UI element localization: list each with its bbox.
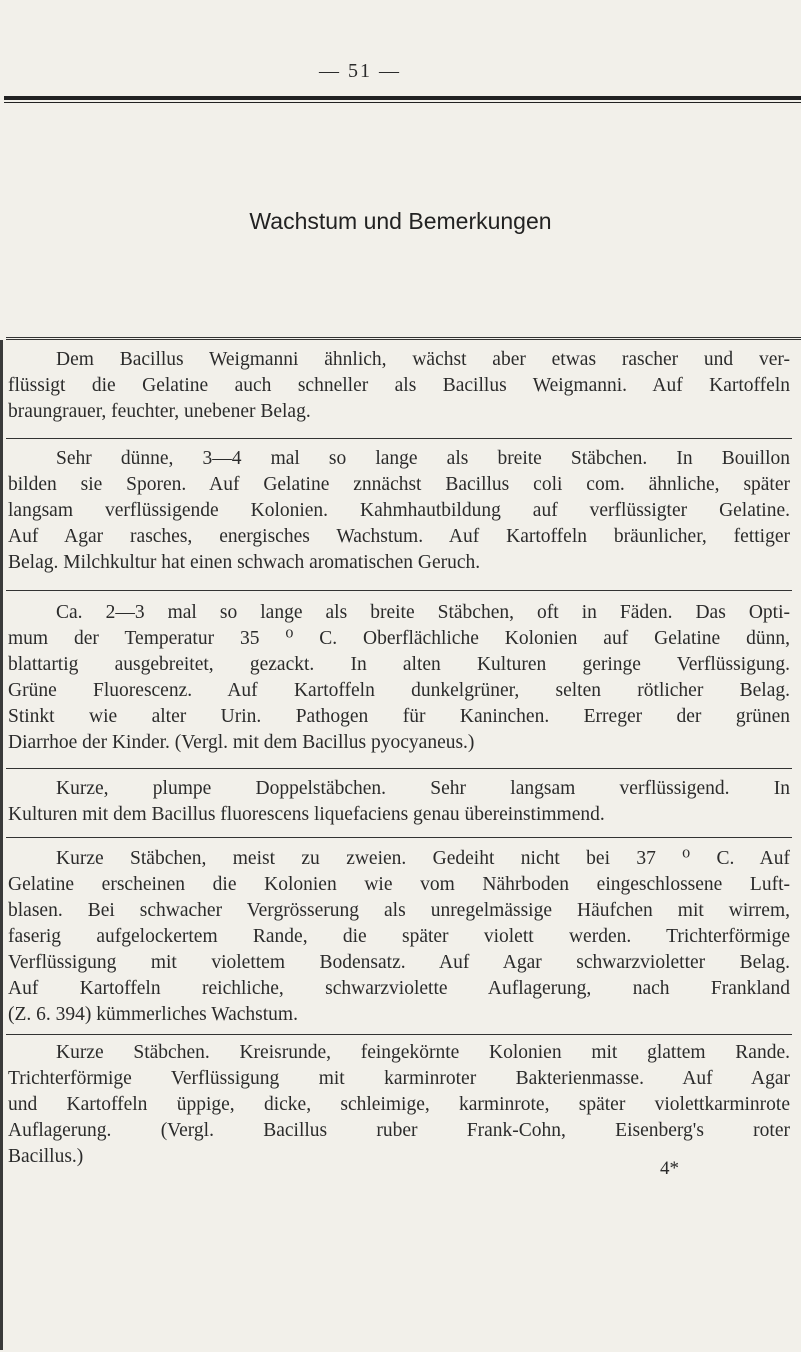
entry-line: mum der Temperatur 35 ⁰ C. Oberflächliche Kolonien auf Gelatine dünn, <box>8 628 790 649</box>
entry-line: braungrauer, feuchter, unebener Belag. <box>8 401 311 422</box>
entry-line: (Z. 6. 394) kümmerliches Wachstum. <box>8 1004 298 1025</box>
entry-divider <box>6 768 792 769</box>
entry-line: Kurze, plumpe Doppelstäbchen. Sehr langsam verflüssigend. In <box>56 778 790 799</box>
entry-divider <box>6 1034 792 1035</box>
page-heading: Wachstum und Bemerkungen <box>249 208 552 234</box>
entry-divider <box>6 837 792 838</box>
entry-line: Ca. 2—3 mal so lange als breite Stäbchen, oft in Fäden. Das Opti- <box>56 602 790 623</box>
entry-3 <box>8 600 790 756</box>
entry-line: Belag. Milchkultur hat einen schwach aromatischen Geruch. <box>8 552 481 573</box>
entry-line: Bacillus.) <box>8 1146 84 1167</box>
entry-line: Kulturen mit dem Bacillus fluorescens liquefaciens genau übereinstimmend. <box>8 804 605 825</box>
left-column-border <box>0 340 3 1350</box>
entry-line: blattartig ausgebreitet, gezackt. In alten Kulturen geringe Verflüssigung. <box>8 654 790 675</box>
entry-5 <box>8 846 790 1028</box>
page-number: — 51 — <box>319 60 401 82</box>
entry-6 <box>8 1040 790 1170</box>
entry-line: flüssigt die Gelatine auch schneller als Bacillus Weigmanni. Auf Kartoffeln <box>8 375 790 396</box>
entry-line: Grüne Fluorescenz. Auf Kartoffeln dunkelgrüner, selten rötlicher Belag. <box>8 680 790 701</box>
entry-line: faserig aufgelockertem Rande, die später violett werden. Trichterförmige <box>8 926 790 947</box>
entry-line: Auf Kartoffeln reichliche, schwarzviolette Auflagerung, nach Frankland <box>8 978 790 999</box>
entry-line: blasen. Bei schwacher Vergrösserung als unregelmässige Häufchen mit wirrem, <box>8 900 790 921</box>
entry-line: Stinkt wie alter Urin. Pathogen für Kaninchen. Erreger der grünen <box>8 706 790 727</box>
signature-mark: 4* <box>660 1158 679 1179</box>
entry-line: Dem Bacillus Weigmanni ähnlich, wächst aber etwas rascher und ver- <box>56 349 790 370</box>
entry-line: Trichterförmige Verflüssigung mit karminroter Bakterienmasse. Auf Agar <box>8 1068 790 1089</box>
entry-line: Kurze Stäbchen, meist zu zweien. Gedeiht nicht bei 37 ⁰ C. Auf <box>56 848 790 869</box>
entry-2 <box>8 446 790 576</box>
entry-line: Auf Agar rasches, energisches Wachstum. Auf Kartoffeln bräunlicher, fettiger <box>8 526 790 547</box>
entry-line: und Kartoffeln üppige, dicke, schleimige, karminrote, später violettkarminrote <box>8 1094 790 1115</box>
top-rule <box>4 96 801 103</box>
entry-line: Kurze Stäbchen. Kreisrunde, feingekörnte Kolonien mit glattem Rande. <box>56 1042 790 1063</box>
entry-line: Sehr dünne, 3—4 mal so lange als breite Stäbchen. In Bouillon <box>56 448 790 469</box>
entry-line: Auflagerung. (Vergl. Bacillus ruber Frank-Cohn, Eisenberg's roter <box>8 1120 790 1141</box>
entry-4 <box>8 776 790 828</box>
entry-1 <box>8 347 790 425</box>
entry-line: Verflüssigung mit violettem Bodensatz. Auf Agar schwarzvioletter Belag. <box>8 952 790 973</box>
entry-line: Gelatine erscheinen die Kolonien wie vom Nährboden eingeschlossene Luft- <box>8 874 790 895</box>
entry-divider <box>6 438 792 439</box>
entry-line: langsam verflüssigende Kolonien. Kahmhautbildung auf verflüssigter Gelatine. <box>8 500 790 521</box>
heading-rule <box>6 337 801 340</box>
entry-divider <box>6 590 792 591</box>
entry-line: bilden sie Sporen. Auf Gelatine znnächst Bacillus coli com. ähnliche, später <box>8 474 790 495</box>
entry-line: Diarrhoe der Kinder. (Vergl. mit dem Bacillus pyocyaneus.) <box>8 732 475 753</box>
